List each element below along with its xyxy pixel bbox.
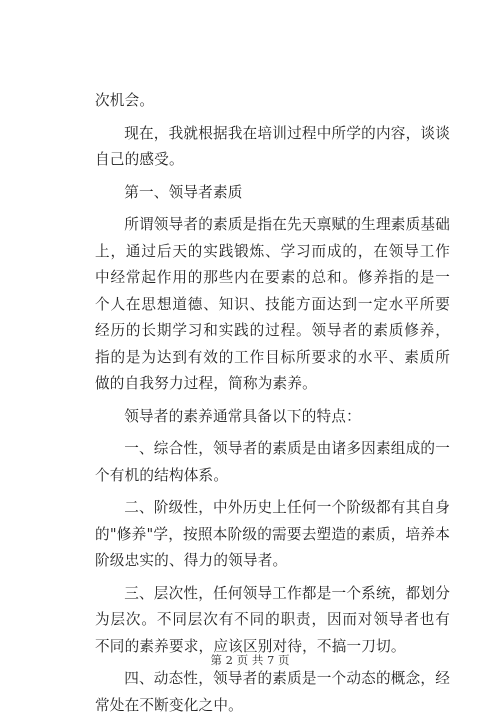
page-number-footer: 第 2 页 共 7 页 [210,653,290,667]
list-item: 三、层次性，任何领导工作都是一个系统，都划分为层次。不同层次有不同的职责，因而对领导者也有不同的素养要求，应该区别对待，不搞一刀切。 [95,584,450,655]
section-heading: 第一、领导者素质 [124,183,243,201]
paragraph: 领导者的素养通常具备以下的特点： [124,407,361,425]
paragraph: 次机会。 [95,92,155,109]
list-item: 二、阶级性，中外历史上任何一个阶级都有其自身的"修养"学，按照本阶级的需要去塑造的素质，培养本阶级忠实的、得力的领导者。 [95,499,450,569]
paragraph: 所谓领导者的素质是指在先天禀赋的生理素质基础上，通过后天的实践锻炼、学习而成的，在领导工作中经常起作用的那些内在要素的总和。修养指的是一个人在思想道德、知识、技能方面达到一定水平所要经历的长期学习和实践的过程。领导者的素质修养，指的是为达到有效的工作目标所要求的水平、素质所做的自我努力过程，简称为素养。 [95,216,450,392]
document-body [95,88,450,725]
list-item: 四、动态性，领导者的素质是一个动态的概念，经常处在不断变化之中。 [95,670,450,714]
paragraph: 现在，我就根据我在培训过程中所学的内容，谈谈自己的感受。 [95,124,450,168]
list-item: 一、综合性，领导者的素质是由诸多因素组成的一个有机的结构体系。 [95,440,450,484]
